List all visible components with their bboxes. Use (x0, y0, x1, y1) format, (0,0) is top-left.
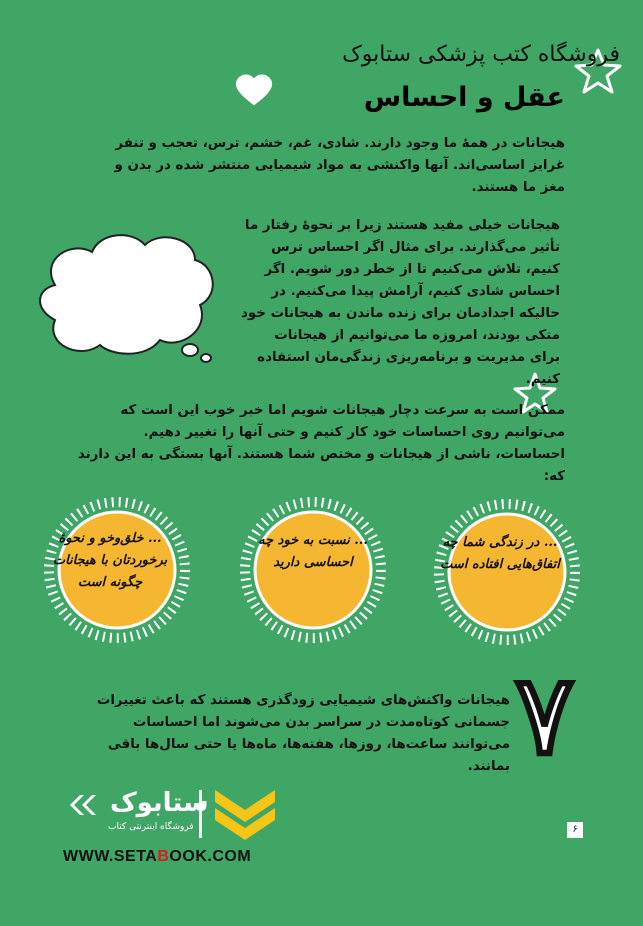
circle-text-middle: ... نسبت به خود چه احساسی دارید (258, 533, 368, 570)
brand-name: ستابوک (110, 788, 209, 818)
circle-text-left: ... خلق‌وخو و نحوهٔ برخوردتان با هیجانات چگونه است (52, 531, 168, 590)
url-part: OOK.COM (169, 848, 252, 865)
url-part-highlight: B (157, 848, 170, 865)
store-title: فروشگاه کتب پزشکی ستابوک (342, 42, 620, 67)
chevrons-icon (70, 795, 96, 815)
heart-icon (237, 76, 271, 105)
paragraph-feelings: ممکن است به سرعت دچار هیجانات شویم اما خبر خوب این است که می‌توانیم روی احساسات خود کار کنیم و حتی آنها را تغییر دهیم. احساسات، ناشی از هیجانات و مختص شما هستند. آنها بستگی به این دارند که: (77, 403, 565, 484)
url-part: WWW. (63, 848, 114, 865)
circle-text-right: ... در زندگی شما چه اتفاق‌هایی افتاده است (440, 535, 560, 572)
setabook-logo-icon (199, 790, 275, 840)
page-number: ۶ (567, 822, 583, 838)
store-url[interactable] (63, 848, 251, 866)
paragraph-intro: هیجانات در همهٔ ما وجود دارند. شادی، غم، خشم، ترس، تعجب و تنفر غرایز اساسی‌اند. آنها واکنشی به مواد شیمیایی منتشر شده در بدن و مغز ما هستند. (114, 136, 565, 195)
page-title: عقل و احساس (363, 82, 565, 113)
paragraph-duration: هیجانات واکنش‌های شیمیایی زودگذری هستند که باعث تغییرات جسمانی کوتاه‌مدت در سراسر بدن می‌شوند اما احساسات می‌توانند ساعت‌ها، روزها، هفته‌ها، ماه‌ها یا حتی سال‌ها باقی بمانند. (96, 693, 510, 774)
brand-subtitle: فروشگاه اینترنتی کتاب (108, 822, 194, 832)
seven-numeral: ۷ (515, 650, 575, 779)
paragraph-usefulness: هیجانات خیلی مفید هستند زیرا بر نحوهٔ رفتار ما تأثیر می‌گذارند. برای مثال اگر احساس ترس کنیم، تلاش می‌کنیم تا از خطر دور شویم. اگر احساس شادی کنیم، آرامش پیدا می‌کنیم. در حالیکه اجدادمان برای زنده ماندن به هیجانات خود متکی بودند، امروزه ما می‌توانیم از هیجانات برای مدیریت و برنامه‌ریزی زندگی‌مان استفاده کنیم. (240, 218, 560, 387)
url-part: SETA (113, 848, 158, 865)
thought-bubble (40, 235, 213, 362)
